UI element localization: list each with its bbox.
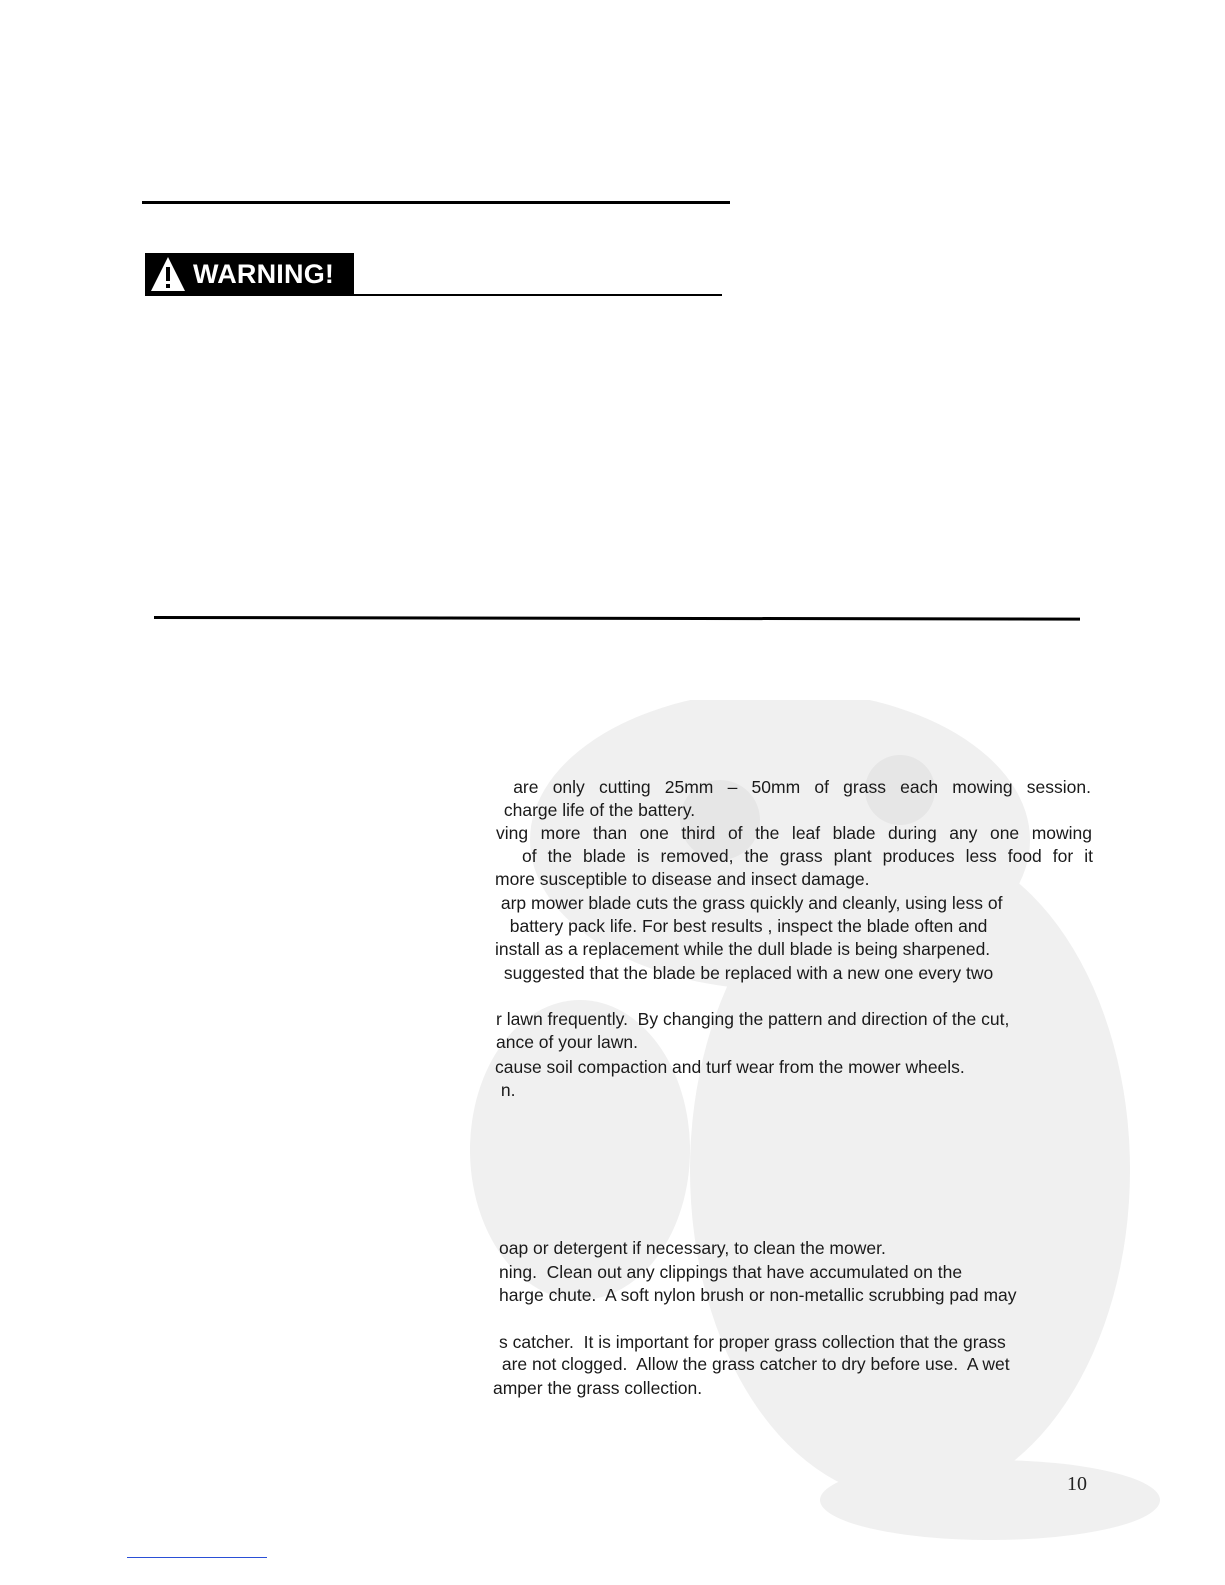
text-line: charge life of the battery. — [499, 800, 696, 820]
text-line: of the blade is removed, the grass plant produces less food for it — [500, 846, 1093, 866]
text-line: r lawn frequently. By changing the pattern and direction of the cut, — [496, 1009, 1010, 1029]
text-line: install as a replacement while the dull blade is being sharpened. — [495, 939, 991, 959]
text-line: ving more than one third of the leaf blade during any one mowing — [496, 823, 1092, 843]
text-line: ning. Clean out any clippings that have accumulated on the — [499, 1262, 963, 1282]
footnote-rule — [127, 1557, 267, 1558]
warning-badge — [145, 253, 354, 295]
top-rule — [142, 201, 730, 204]
text-line: battery pack life. For best results , inspect the blade often and — [500, 916, 988, 936]
text-line: amper the grass collection. — [493, 1378, 703, 1398]
text-line: suggested that the blade be replaced with a new one every two — [499, 963, 994, 983]
warning-rule — [145, 294, 722, 296]
section-rule — [154, 616, 1080, 621]
warning-label: WARNING! — [193, 258, 335, 289]
warning-triangle-icon — [149, 255, 187, 293]
text-line: n. — [496, 1080, 516, 1100]
text-line: more susceptible to disease and insect damage. — [495, 869, 870, 889]
text-line: harge chute. A soft nylon brush or non-metallic scrubbing pad may — [499, 1285, 1017, 1305]
text-line: ance of your lawn. — [496, 1032, 639, 1052]
text-line: cause soil compaction and turf wear from the mower wheels. — [495, 1057, 965, 1077]
text-line: s catcher. It is important for proper grass collection that the grass — [499, 1332, 1006, 1352]
text-line: oap or detergent if necessary, to clean the mower. — [499, 1238, 886, 1258]
text-line: arp mower blade cuts the grass quickly and cleanly, using less of — [496, 893, 1003, 913]
text-line: are only cutting 25mm – 50mm of grass each mowing session. — [499, 777, 1091, 797]
page-number: 10 — [1067, 1473, 1087, 1495]
text-line: are not clogged. Allow the grass catcher to dry before use. A wet — [497, 1354, 1010, 1374]
